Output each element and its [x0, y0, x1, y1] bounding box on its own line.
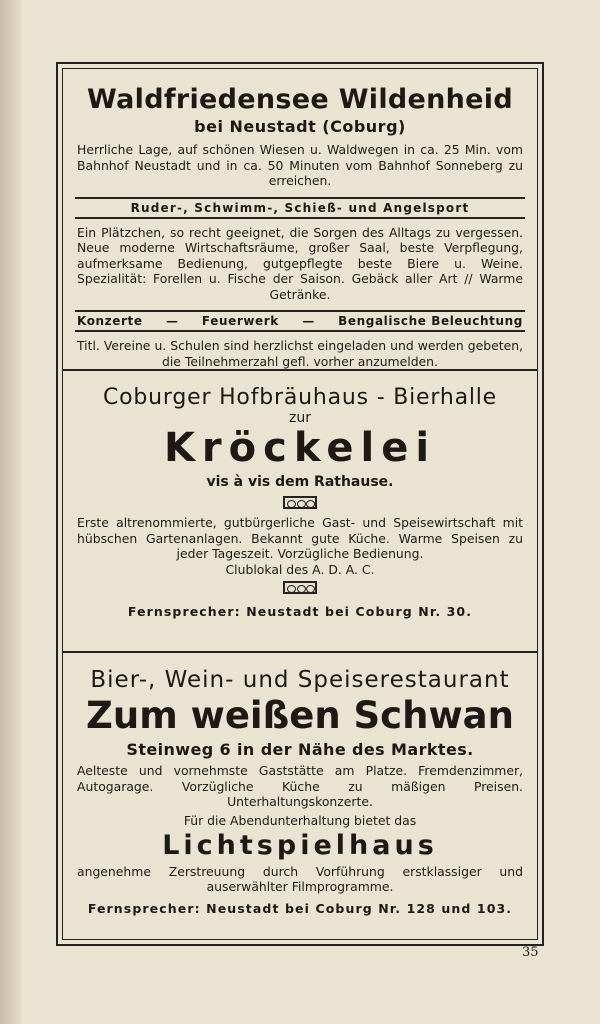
ad1-event-fireworks: Feuerwerk: [201, 314, 279, 328]
ad3-evening: Für die Abendunterhaltung bietet das: [183, 812, 417, 828]
ad2-club: Clublokal des A. D. A. C.: [225, 561, 375, 577]
ad1-subtitle: bei Neustadt (Coburg): [194, 117, 406, 136]
ad1-event-concerts: Konzerte: [77, 314, 143, 328]
ad1-event-dash: —: [302, 314, 315, 328]
ad1-sports-bar: [75, 197, 525, 219]
ad1-events-bar: [75, 310, 525, 332]
ad3-phone: Fernsprecher: Neustadt bei Coburg Nr. 128 und 103.: [87, 900, 513, 916]
ad3-cinema: Lichtspielhaus: [162, 829, 438, 861]
ad3-body: Aelteste und vornehmste Gaststätte am Platze. Fremdenzimmer, Autogarage. Vorzügliche Küche zu mäßigen Preisen. Unterhaltungskonzerte.: [77, 763, 523, 809]
page-number: 35: [522, 945, 539, 960]
ad-kroeckelei: [63, 369, 537, 651]
ad1-title: Waldfriedensee Wildenheid: [87, 84, 513, 115]
ad3-title: Bier-, Wein- und Speiserestaurant: [90, 667, 510, 693]
ad-weisser-schwan: [63, 651, 537, 943]
inner-border: [62, 68, 538, 940]
ad3-cinema-desc: angenehme Zerstreuung durch Vorführung erstklassiger und auserwählter Filmprogramme.: [77, 863, 523, 894]
ad1-sports: Ruder-, Schwimm-, Schieß- und Angelsport: [130, 200, 470, 215]
ad-waldfriedensee: [63, 69, 537, 369]
ornament-icon: [283, 496, 317, 509]
ornament-icon: [283, 581, 317, 594]
ad2-phone: Fernsprecher: Neustadt bei Coburg Nr. 30.: [127, 604, 473, 619]
book-gutter: [0, 0, 22, 1024]
ad3-address: Steinweg 6 in der Nähe des Marktes.: [126, 740, 474, 759]
ad2-name: Kröckelei: [163, 425, 437, 471]
ad1-event-dash: —: [165, 314, 179, 328]
ad3-name: Zum weißen Schwan: [86, 694, 514, 737]
ad2-body: Erste altrenommierte, gutbürgerliche Gast- und Speisewirtschaft mit hübschen Gartenanlagen. Bekannt gute Küche. Warme Speisen zu jeder Tageszeit. Vorzügliche Bedienung.: [77, 515, 523, 561]
ad1-closing: Titl. Vereine u. Schulen sind herzlichst eingeladen und werden gebeten, die Teilnehmerzahl gefl. vorher anzumelden.: [77, 338, 523, 369]
ad2-zur: zur: [289, 410, 311, 426]
ad2-subtitle: vis à vis dem Rathause.: [206, 474, 394, 490]
advertisement-frame: [56, 62, 544, 946]
ad1-event-lighting: Bengalische Beleuchtung: [338, 314, 523, 328]
ad1-body: Ein Plätzchen, so recht geeignet, die Sorgen des Alltags zu vergessen. Neue moderne Wirtschaftsräume, großer Saal, beste Verpflegung, aufmerksame Bedienung, gutgepflegte beste Biere u. Weine. Spezialität: Forellen u. Fische der Saison. Gebäck aller Art // Warme Getränke.: [77, 224, 523, 302]
ad1-intro: Herrliche Lage, auf schönen Wiesen u. Waldwegen in ca. 25 Min. vom Bahnhof Neustadt und in ca. 50 Minuten vom Bahnhof Sonneberg zu erreichen.: [77, 142, 523, 188]
ad2-title: Coburger Hofbräuhaus - Bierhalle: [102, 385, 498, 410]
